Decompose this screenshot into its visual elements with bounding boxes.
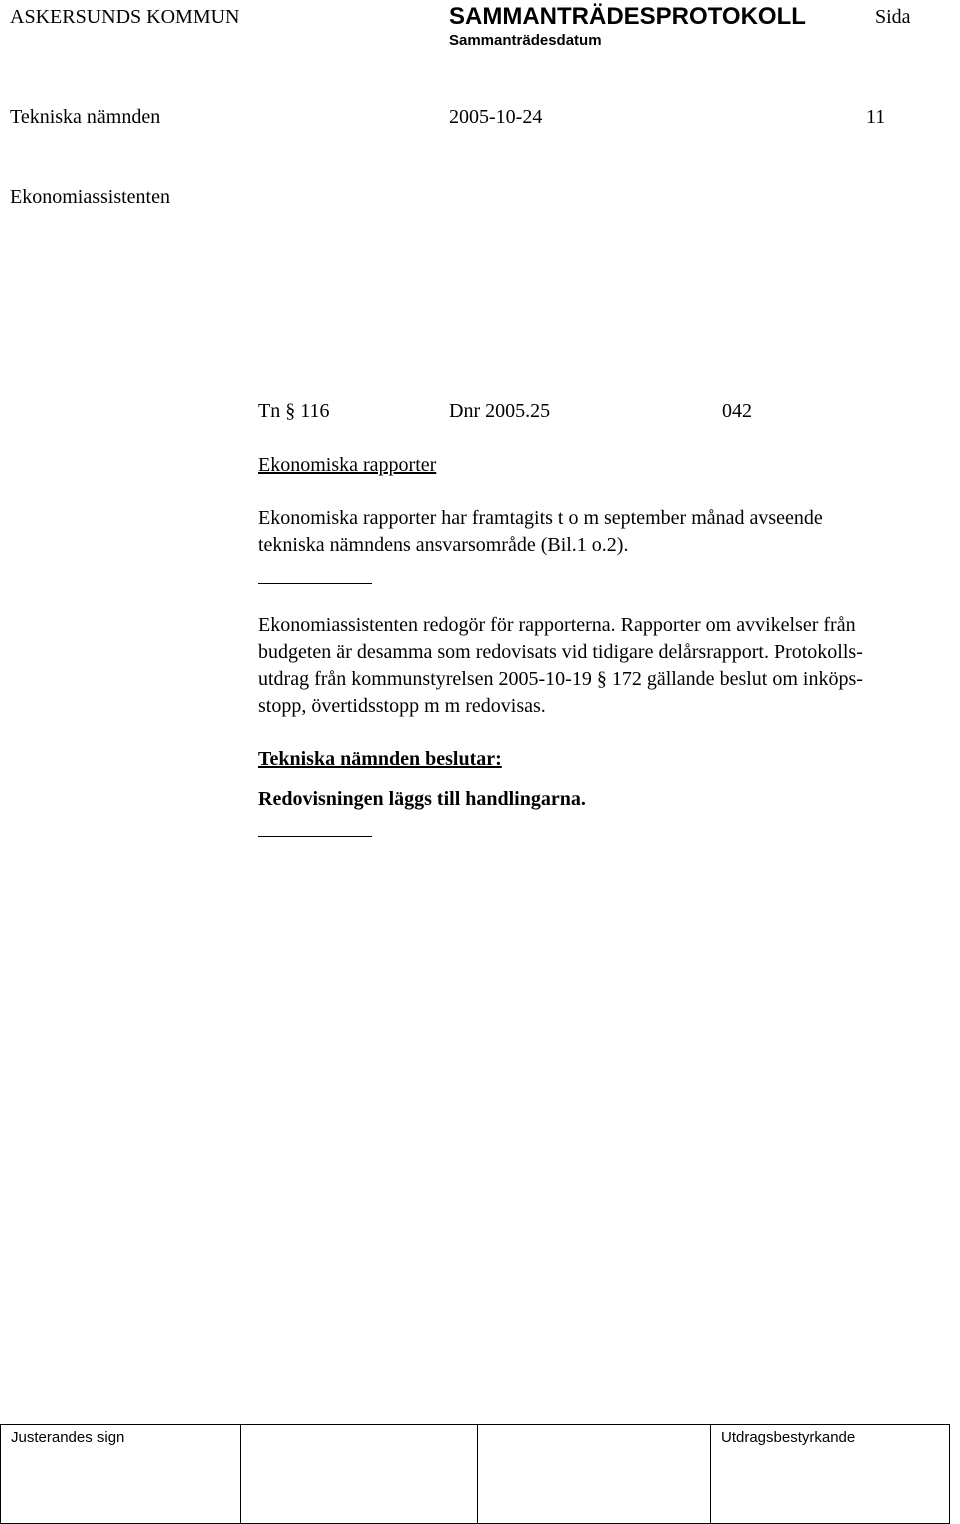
municipality-name: ASKERSUNDS KOMMUN	[10, 6, 240, 28]
report-line: stopp, övertidsstopp m m redovisas.	[258, 695, 546, 717]
certification-cell	[711, 1425, 949, 1523]
decision-text: Redovisningen läggs till handlingarna.	[258, 788, 586, 810]
intro-line: Ekonomiska rapporter har framtagits t o m september månad avseende	[258, 507, 823, 529]
report-line: Ekonomiassistenten redogör för rapporterna. Rapporter om avvikelser från	[258, 614, 856, 636]
document-title: SAMMANTRÄDESPROTOKOLL	[449, 3, 806, 30]
case-code: 042	[722, 400, 752, 422]
report-line: budgeten är desamma som redovisats vid tidigare delårsrapport. Protokolls-	[258, 641, 863, 663]
dnr-number: Dnr 2005.25	[449, 400, 551, 422]
signature-cell	[241, 1425, 478, 1523]
committee-name: Tekniska nämnden	[10, 106, 161, 128]
page-number: 11	[866, 106, 886, 128]
page-label: Sida	[875, 6, 911, 28]
date-label: Sammanträdesdatum	[449, 32, 602, 49]
meeting-date: 2005-10-24	[449, 106, 543, 128]
signature-label: Justerandes sign	[11, 1429, 125, 1446]
signature-cell	[1, 1425, 241, 1523]
sent-to: Ekonomiassistenten	[10, 186, 170, 208]
certification-label: Utdragsbestyrkande	[721, 1429, 856, 1446]
paragraph-number: Tn § 116	[258, 400, 330, 422]
separator-line	[258, 583, 372, 584]
signature-cell	[478, 1425, 711, 1523]
intro-line: tekniska nämndens ansvarsområde (Bil.1 o.2).	[258, 534, 629, 556]
report-line: utdrag från kommunstyrelsen 2005-10-19 § 172 gällande beslut om inköps-	[258, 668, 863, 690]
case-heading: Ekonomiska rapporter	[258, 454, 437, 476]
decision-heading: Tekniska nämnden beslutar:	[258, 748, 502, 770]
separator-line	[258, 836, 372, 837]
signature-table	[0, 1424, 950, 1524]
